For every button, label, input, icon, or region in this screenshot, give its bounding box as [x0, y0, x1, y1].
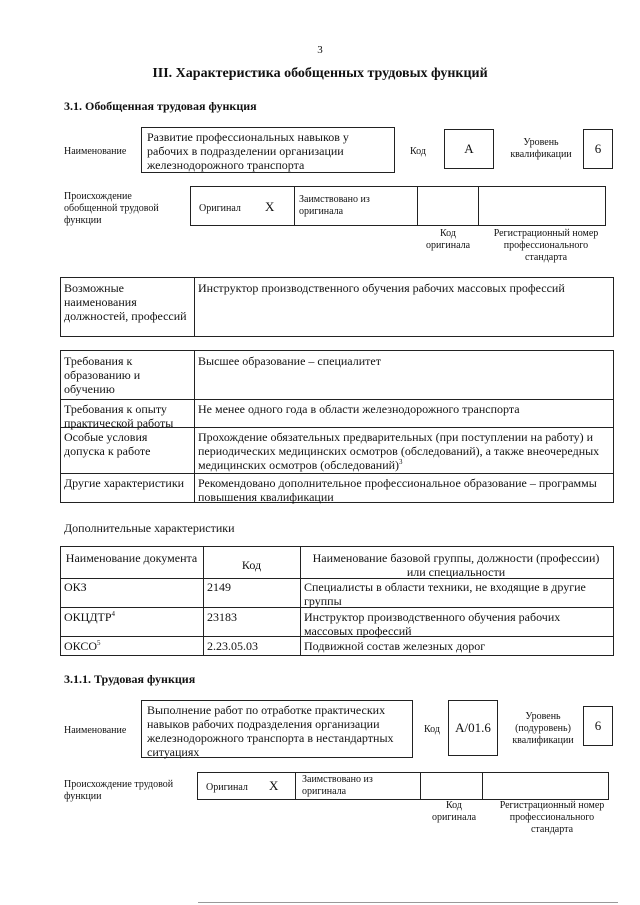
gtf-code-value: A	[444, 129, 494, 169]
additional-row-doc: ОКСО$^5$	[64, 639, 101, 653]
gtf-name-label: Наименование	[64, 146, 127, 157]
req-conditions-label: Особые условия допуска к работе	[64, 430, 151, 458]
page-number: 3	[317, 44, 323, 56]
additional-row-name: Инструктор производственного обучения рабочих массовых профессий	[304, 610, 561, 638]
gtf-level-label: Уровень квалификации	[510, 137, 572, 160]
positions-label: Возможные наименования должностей, профессий	[64, 281, 187, 323]
bottom-rule	[198, 902, 618, 903]
additional-heading: Дополнительные характеристики	[64, 521, 235, 535]
gtf-original-label: Оригинал	[199, 203, 241, 214]
tf-code-value: A/01.6	[448, 700, 498, 756]
tf-heading: 3.1.1. Трудовая функция	[64, 672, 196, 686]
req-other-value: Рекомендовано дополнительное профессиональное образование – программы повышения квалификации	[198, 476, 597, 504]
additional-header-code: Код	[241, 558, 262, 572]
req-conditions-value: Прохождение обязательных предварительных (при поступлении на работу) и периодических медицинских осмотров (обследований), а также внеочередных медицинских осмотров (обследований)$^3$	[198, 430, 600, 472]
tf-original-mark: X	[269, 778, 279, 793]
req-other-label: Другие характеристики	[64, 476, 185, 490]
section-title: III. Характеристика обобщенных трудовых функций	[152, 66, 488, 81]
additional-header-doc: Наименование документа	[65, 551, 198, 565]
gtf-original-mark: X	[265, 199, 275, 214]
tf-borrowed-label: Заимствовано из оригинала	[302, 774, 373, 797]
gtf-code-label: Код	[410, 146, 426, 157]
additional-row-doc: ОКЦДТР$^4$	[64, 610, 116, 624]
gtf-level-value: 6	[583, 129, 613, 169]
gtf-origin-label: Происхождение обобщенной трудовой функции	[64, 191, 159, 226]
tf-name-value: Выполнение работ по отработке практических навыков рабочих подразделения организации железнодорожного транспорта в нестандартных ситуациях	[141, 700, 413, 758]
gtf-heading: 3.1. Обобщенная трудовая функция	[64, 99, 257, 113]
additional-header-name: Наименование базовой группы, должности (профессии) или специальности	[312, 551, 600, 579]
req-experience-value: Не менее одного года в области железнодорожного транспорта	[198, 402, 520, 416]
tf-original-label: Оригинал	[206, 782, 248, 793]
tf-origin-code-caption: Код оригинала	[431, 800, 477, 823]
tf-level-label: Уровень (подуровень) квалификации	[512, 711, 574, 746]
tf-code-label: Код	[424, 724, 440, 735]
additional-row-doc: ОКЗ	[64, 580, 87, 594]
additional-row-name: Подвижной состав железных дорог	[304, 639, 486, 653]
tf-name-label: Наименование	[64, 725, 127, 736]
tf-level-value: 6	[583, 706, 613, 746]
tf-reg-number-caption: Регистрационный номер профессионального стандарта	[499, 800, 605, 835]
gtf-borrowed-label: Заимствовано из оригинала	[299, 194, 370, 217]
additional-row-code: 23183	[207, 610, 237, 624]
gtf-origin-code-caption: Код оригинала	[425, 228, 471, 251]
tf-origin-label: Происхождение трудовой функции	[64, 779, 174, 802]
gtf-name-value: Развитие профессиональных навыков у рабочих в подразделении организации железнодорожного транспорта	[141, 127, 395, 173]
additional-row-name: Специалисты в области техники, не входящие в другие группы	[304, 580, 586, 608]
req-experience-label: Требования к опыту практической работы	[64, 402, 174, 430]
positions-value: Инструктор производственного обучения рабочих массовых профессий	[198, 281, 565, 295]
additional-row-code: 2149	[207, 580, 231, 594]
additional-row-code: 2.23.05.03	[207, 639, 258, 653]
req-education-label: Требования к образованию и обучению	[64, 354, 141, 396]
req-education-value: Высшее образование – специалитет	[198, 354, 381, 368]
footnote-ref: 3	[399, 458, 403, 466]
gtf-reg-number-caption: Регистрационный номер профессионального стандарта	[493, 228, 599, 263]
